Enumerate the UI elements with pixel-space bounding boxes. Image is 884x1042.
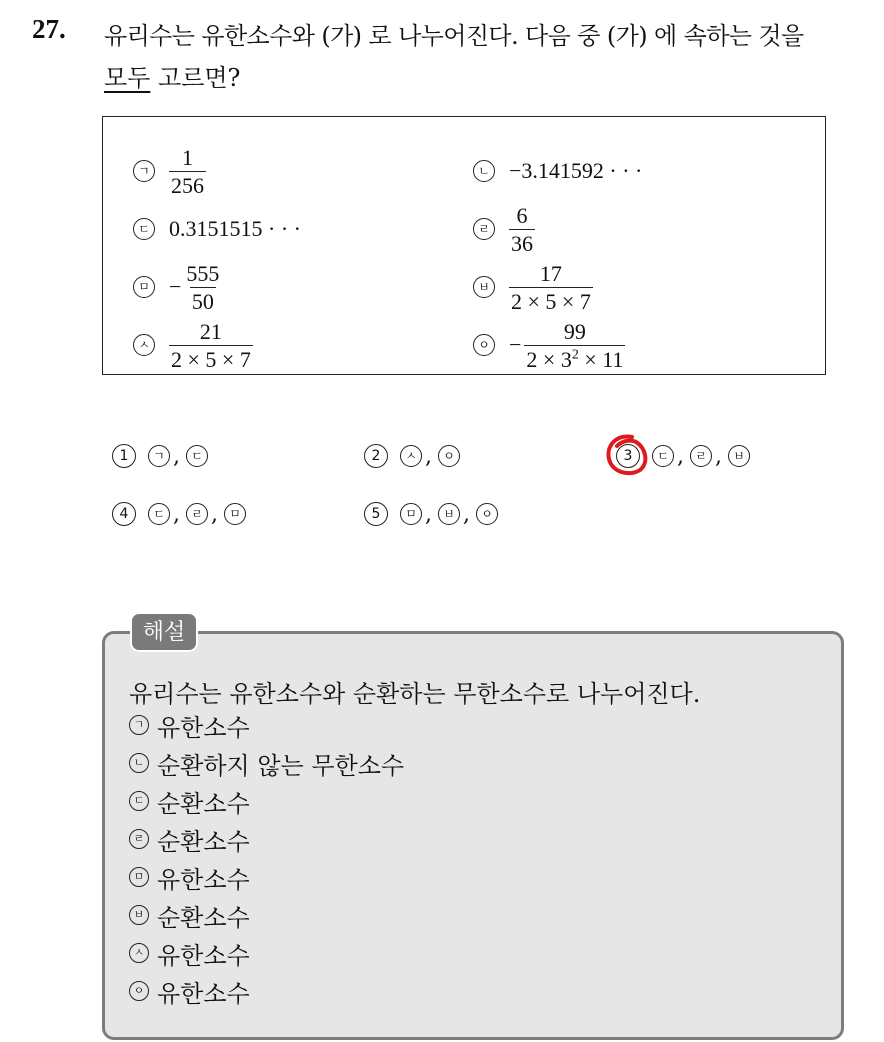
row-mark: ㅇ — [129, 981, 149, 1001]
item-mark: ㅁ — [133, 276, 155, 298]
item-mark: ㅅ — [133, 334, 155, 356]
choice-number: 4 — [112, 502, 136, 526]
item-mark: ㅇ — [473, 334, 495, 356]
item-nieun — [473, 142, 642, 200]
minus-sign: − — [509, 332, 522, 357]
fraction — [169, 144, 206, 199]
choice-2[interactable]: 2 ㅅ , ㅇ — [364, 441, 460, 471]
choice-mark: ㄷ — [186, 445, 208, 467]
choice-mark: ㅇ — [438, 445, 460, 467]
emphasis-underlined: 모두 — [104, 64, 151, 92]
row-text: 순환하지 않는 무한소수 — [157, 751, 405, 780]
row-mark: ㄷ — [129, 791, 149, 811]
explanation-row — [129, 706, 250, 744]
item-digeut — [133, 200, 301, 258]
row-text: 순환소수 — [157, 789, 250, 818]
choice-mark: ㄱ — [148, 445, 170, 467]
item-mieum — [133, 258, 221, 316]
item-mark: ㅂ — [473, 276, 495, 298]
item-mark: ㄴ — [473, 160, 495, 182]
choice-number: 5 — [364, 502, 388, 526]
denominator: 2 × 5 × 7 — [511, 288, 591, 314]
item-mark: ㄱ — [133, 160, 155, 182]
question-number: 27. — [32, 14, 66, 44]
row-text: 순환소수 — [157, 903, 250, 932]
minus-sign: − — [169, 274, 182, 299]
choice-mark: ㅁ — [400, 503, 422, 525]
denominator: 36 — [511, 230, 533, 256]
row-mark: ㅂ — [129, 905, 149, 925]
fraction — [524, 318, 625, 373]
explanation-row — [129, 934, 250, 972]
answer-circle-mark — [602, 432, 654, 480]
row-mark: ㅁ — [129, 867, 149, 887]
numerator: 1 — [182, 144, 193, 170]
choice-4[interactable]: 4 ㄷ , ㄹ , ㅁ — [112, 499, 246, 529]
choice-number: 2 — [364, 444, 388, 468]
denominator: 2 × 5 × 7 — [171, 346, 251, 372]
numerator: 21 — [199, 318, 222, 344]
choice-mark: ㄹ — [186, 503, 208, 525]
fraction — [169, 318, 253, 373]
item-value: −3.141592 · · · — [509, 158, 643, 183]
fraction — [184, 260, 221, 315]
choice-mark: ㅇ — [476, 503, 498, 525]
row-text: 유한소수 — [157, 713, 250, 742]
numerator: 17 — [539, 260, 562, 286]
item-bieup — [473, 258, 593, 316]
question-text-line1: 유리수는 유한소수와 (가) 로 나누어진다. 다음 중 (가) 에 속하는 것을 — [104, 22, 804, 50]
denominator — [524, 345, 625, 373]
choice-mark: ㅅ — [400, 445, 422, 467]
explanation-row — [129, 820, 250, 858]
fraction — [509, 260, 593, 315]
choice-mark: ㅂ — [728, 445, 750, 467]
choice-mark: ㅁ — [224, 503, 246, 525]
denominator-base: 2 × 3 — [526, 346, 572, 372]
choice-5[interactable]: 5 ㅁ , ㅂ , ㅇ — [364, 499, 498, 529]
denominator: 256 — [171, 172, 204, 198]
item-value: 0.3151515 · · · — [169, 216, 301, 241]
item-giyeok — [133, 142, 206, 200]
choice-mark: ㄹ — [690, 445, 712, 467]
choice-number: 1 — [112, 444, 136, 468]
choice-1[interactable]: 1 ㄱ , ㄷ — [112, 441, 208, 471]
item-mark: ㄹ — [473, 218, 495, 240]
explanation-row — [129, 858, 250, 896]
explanation-row — [129, 782, 250, 820]
question-text-rest: 고르면? — [150, 64, 241, 92]
item-siot — [133, 316, 253, 374]
explanation-row — [129, 972, 250, 1010]
row-mark: ㄹ — [129, 829, 149, 849]
explanation-row — [129, 744, 404, 782]
explanation-tab-label: 해설 — [130, 612, 198, 652]
row-mark: ㄴ — [129, 753, 149, 773]
fraction — [509, 202, 535, 257]
exponent: 2 — [571, 347, 579, 363]
row-mark: ㄱ — [129, 715, 149, 735]
choice-number: 3 — [616, 444, 640, 468]
choice-mark: ㅂ — [438, 503, 460, 525]
choice-mark: ㄷ — [148, 503, 170, 525]
choice-3[interactable]: 3 ㄷ , ㄹ , ㅂ — [616, 441, 750, 471]
item-mark: ㄷ — [133, 218, 155, 240]
row-mark: ㅅ — [129, 943, 149, 963]
explanation-row — [129, 896, 250, 934]
row-text: 유한소수 — [157, 979, 250, 1008]
row-text: 유한소수 — [157, 865, 250, 894]
numerator: 99 — [563, 318, 586, 344]
row-text: 순환소수 — [157, 827, 250, 856]
denominator-rest: × 11 — [578, 346, 624, 372]
denominator: 50 — [191, 288, 214, 314]
numerator: 555 — [186, 260, 220, 286]
items-box — [102, 116, 826, 375]
row-text: 유한소수 — [157, 941, 250, 970]
explanation-panel — [102, 631, 844, 1040]
item-rieul — [473, 200, 535, 258]
item-ieung — [473, 316, 625, 374]
numerator: 6 — [516, 202, 528, 228]
explanation-main-text: 유리수는 유한소수와 순환하는 무한소수로 나누어진다. — [129, 680, 701, 708]
question-text-line2 — [104, 58, 240, 93]
choice-mark: ㄷ — [652, 445, 674, 467]
